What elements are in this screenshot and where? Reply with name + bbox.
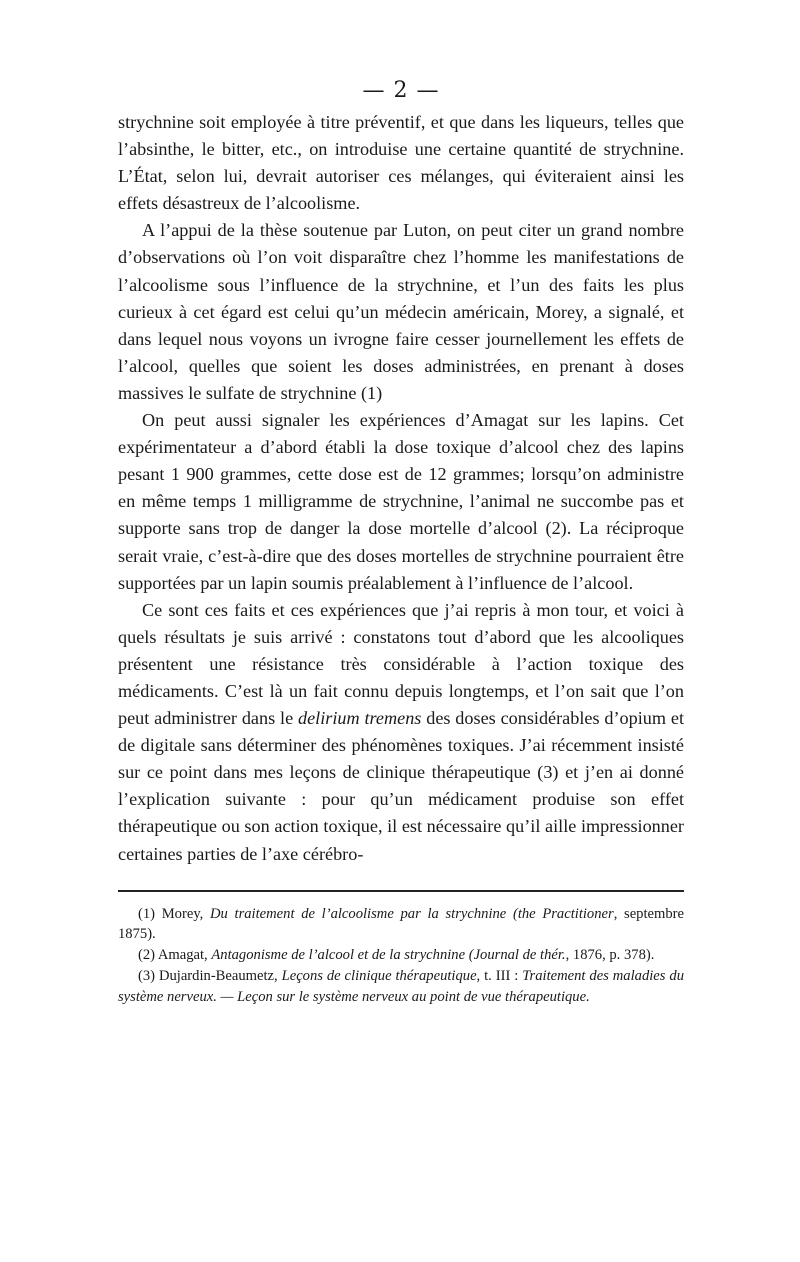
footnote-2 xyxy=(118,945,684,966)
paragraph-4-text-b: des doses considérables d’opium et de digitale sans déterminer des phénomènes toxiques. J’ai récemment insisté sur ce point dans mes leçons de clinique thérapeutique (3) et j’en ai donné l’explication suivante : pour qu’un médicament produise son effet thérapeutique ou son action toxique, il est nécessaire qu’il aille impressionner certaines parties de l’axe cérébro- xyxy=(118,708,684,864)
footnote-2-title: Antagonisme de l’alcool et de la strychnine (Journal de thér. xyxy=(211,947,566,964)
paragraph-4 xyxy=(118,597,684,868)
footnote-1-text-b: , septembre 1875). xyxy=(118,905,684,943)
footnotes xyxy=(118,904,684,1008)
paragraph-1: strychnine soit employée à titre préventif, et que dans les liqueurs, telles que l’absinthe, le bitter, etc., on introduise une certaine quantité de strychnine. L’État, selon lui, devrait autoriser ces mélanges, qui éviteraient ainsi les effets désastreux de l’alcoolisme. xyxy=(118,112,684,214)
delirium-tremens-term: delirium tremens xyxy=(297,708,422,729)
footnote-3 xyxy=(118,966,684,1008)
footnote-2-text-b: , 1876, p. 378). xyxy=(565,947,655,964)
paragraph-3: On peut aussi signaler les expériences d’Amagat sur les lapins. Cet expérimentateur a d’abord établi la dose toxique d’alcool chez des lapins pesant 1 900 grammes, cette dose est de 12 grammes; lorsqu’on administre en même temps 1 milligramme de strychnine, l’animal ne succombe pas et supporte sans trop de danger la dose mortelle d’alcool (2). La réciproque serait vraie, c’est-à-dire que des doses mortelles de strychnine pourraient être supportées par un lapin soumis préalablement à l’influence de l’alcool. xyxy=(118,410,684,593)
paragraph-4-text-a: Ce sont ces faits et ces expériences que j’ai repris à mon tour, et voici à quels résultats je suis arrivé : constatons tout d’abord que les alcooliques présentent une résistance très considérable à l’action toxique des médicaments. C’est là un fait connu depuis longtemps, et l’on sait que l’on peut administrer dans le xyxy=(118,599,684,729)
document-page xyxy=(118,78,684,1008)
footnote-1-text-a: (1) Morey, xyxy=(138,905,210,922)
footnote-1 xyxy=(118,904,684,946)
footnote-3-text-a: (3) Dujardin-Beaumetz, xyxy=(138,968,282,985)
footnote-2-text-a: (2) Amagat, xyxy=(138,947,212,964)
footnote-3-text-b: , t. III : xyxy=(476,968,523,985)
footnote-divider xyxy=(118,890,684,892)
paragraph-2: A l’appui de la thèse soutenue par Luton, on peut citer un grand nombre d’observations où l’on voit disparaître chez l’homme les manifestations de l’alcoolisme sous l’influence de la strychnine, et l’un des faits les plus curieux à cet égard est celui qu’un médecin américain, Morey, a signalé, et dans lequel nous voyons un ivrogne faire cesser journellement les effets de l’alcool, quelles que soient les doses administrées, en prenant à doses massives le sulfate de strychnine (1) xyxy=(118,220,684,403)
footnote-3-subtitle: Traitement des maladies du système nerveux. — Leçon sur le système nerveux au point de vue thérapeutique. xyxy=(118,968,684,1005)
footnote-3-title: Leçons de clinique thérapeutique xyxy=(281,968,477,985)
footnote-1-title: Du traitement de l’alcoolisme par la strychnine (the Practitioner xyxy=(210,905,614,922)
page-number: — 2 — xyxy=(362,78,440,103)
